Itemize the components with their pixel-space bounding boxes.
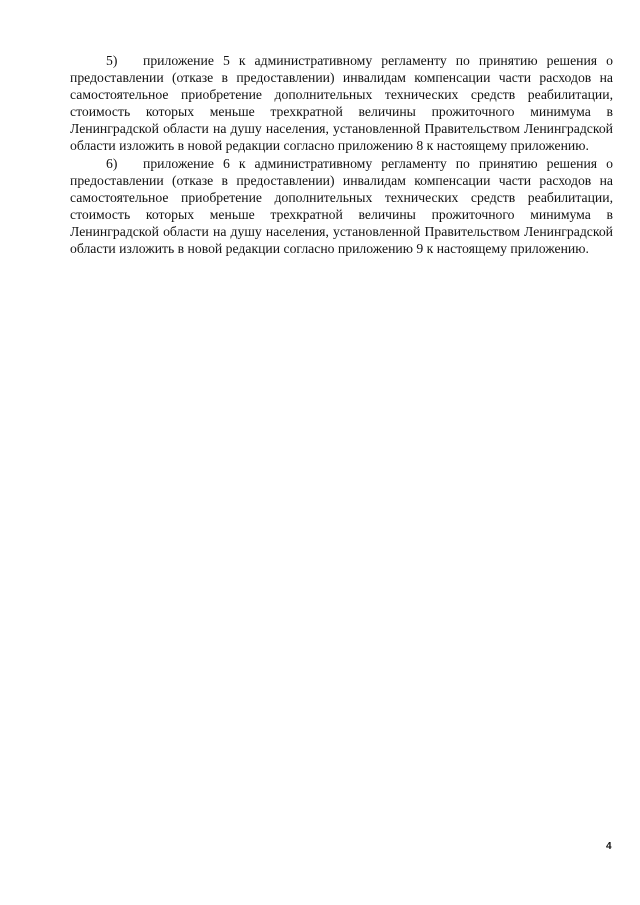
paragraph-item-6 [70, 155, 613, 258]
paragraph-item-5 [70, 52, 613, 155]
document-body [70, 52, 613, 257]
paragraph-number: 6) [106, 155, 118, 171]
paragraph-text: приложение 6 к административному регламенту по принятию решения о предоставлении (отказе в предоставлении) инвалидам компенсации части расходов на самостоятельное приобретение дополнительных технических средств реабилитации, стоимость которых меньше трехкратной величины прожиточного минимума в Ленинградской области на душу населения, установленной Правительством Ленинградской области изложить в новой редакции согласно приложению 9 к настоящему приложению. [70, 155, 613, 257]
paragraph-text: приложение 5 к административному регламенту по принятию решения о предоставлении (отказе в предоставлении) инвалидам компенсации части расходов на самостоятельное приобретение дополнительных технических средств реабилитации, стоимость которых меньше трехкратной величины прожиточного минимума в Ленинградской области на душу населения, установленной Правительством Ленинградской области изложить в новой редакции согласно приложению 8 к настоящему приложению. [70, 53, 613, 154]
page-number: 4 [606, 841, 612, 852]
paragraph-number: 5) [106, 53, 118, 68]
